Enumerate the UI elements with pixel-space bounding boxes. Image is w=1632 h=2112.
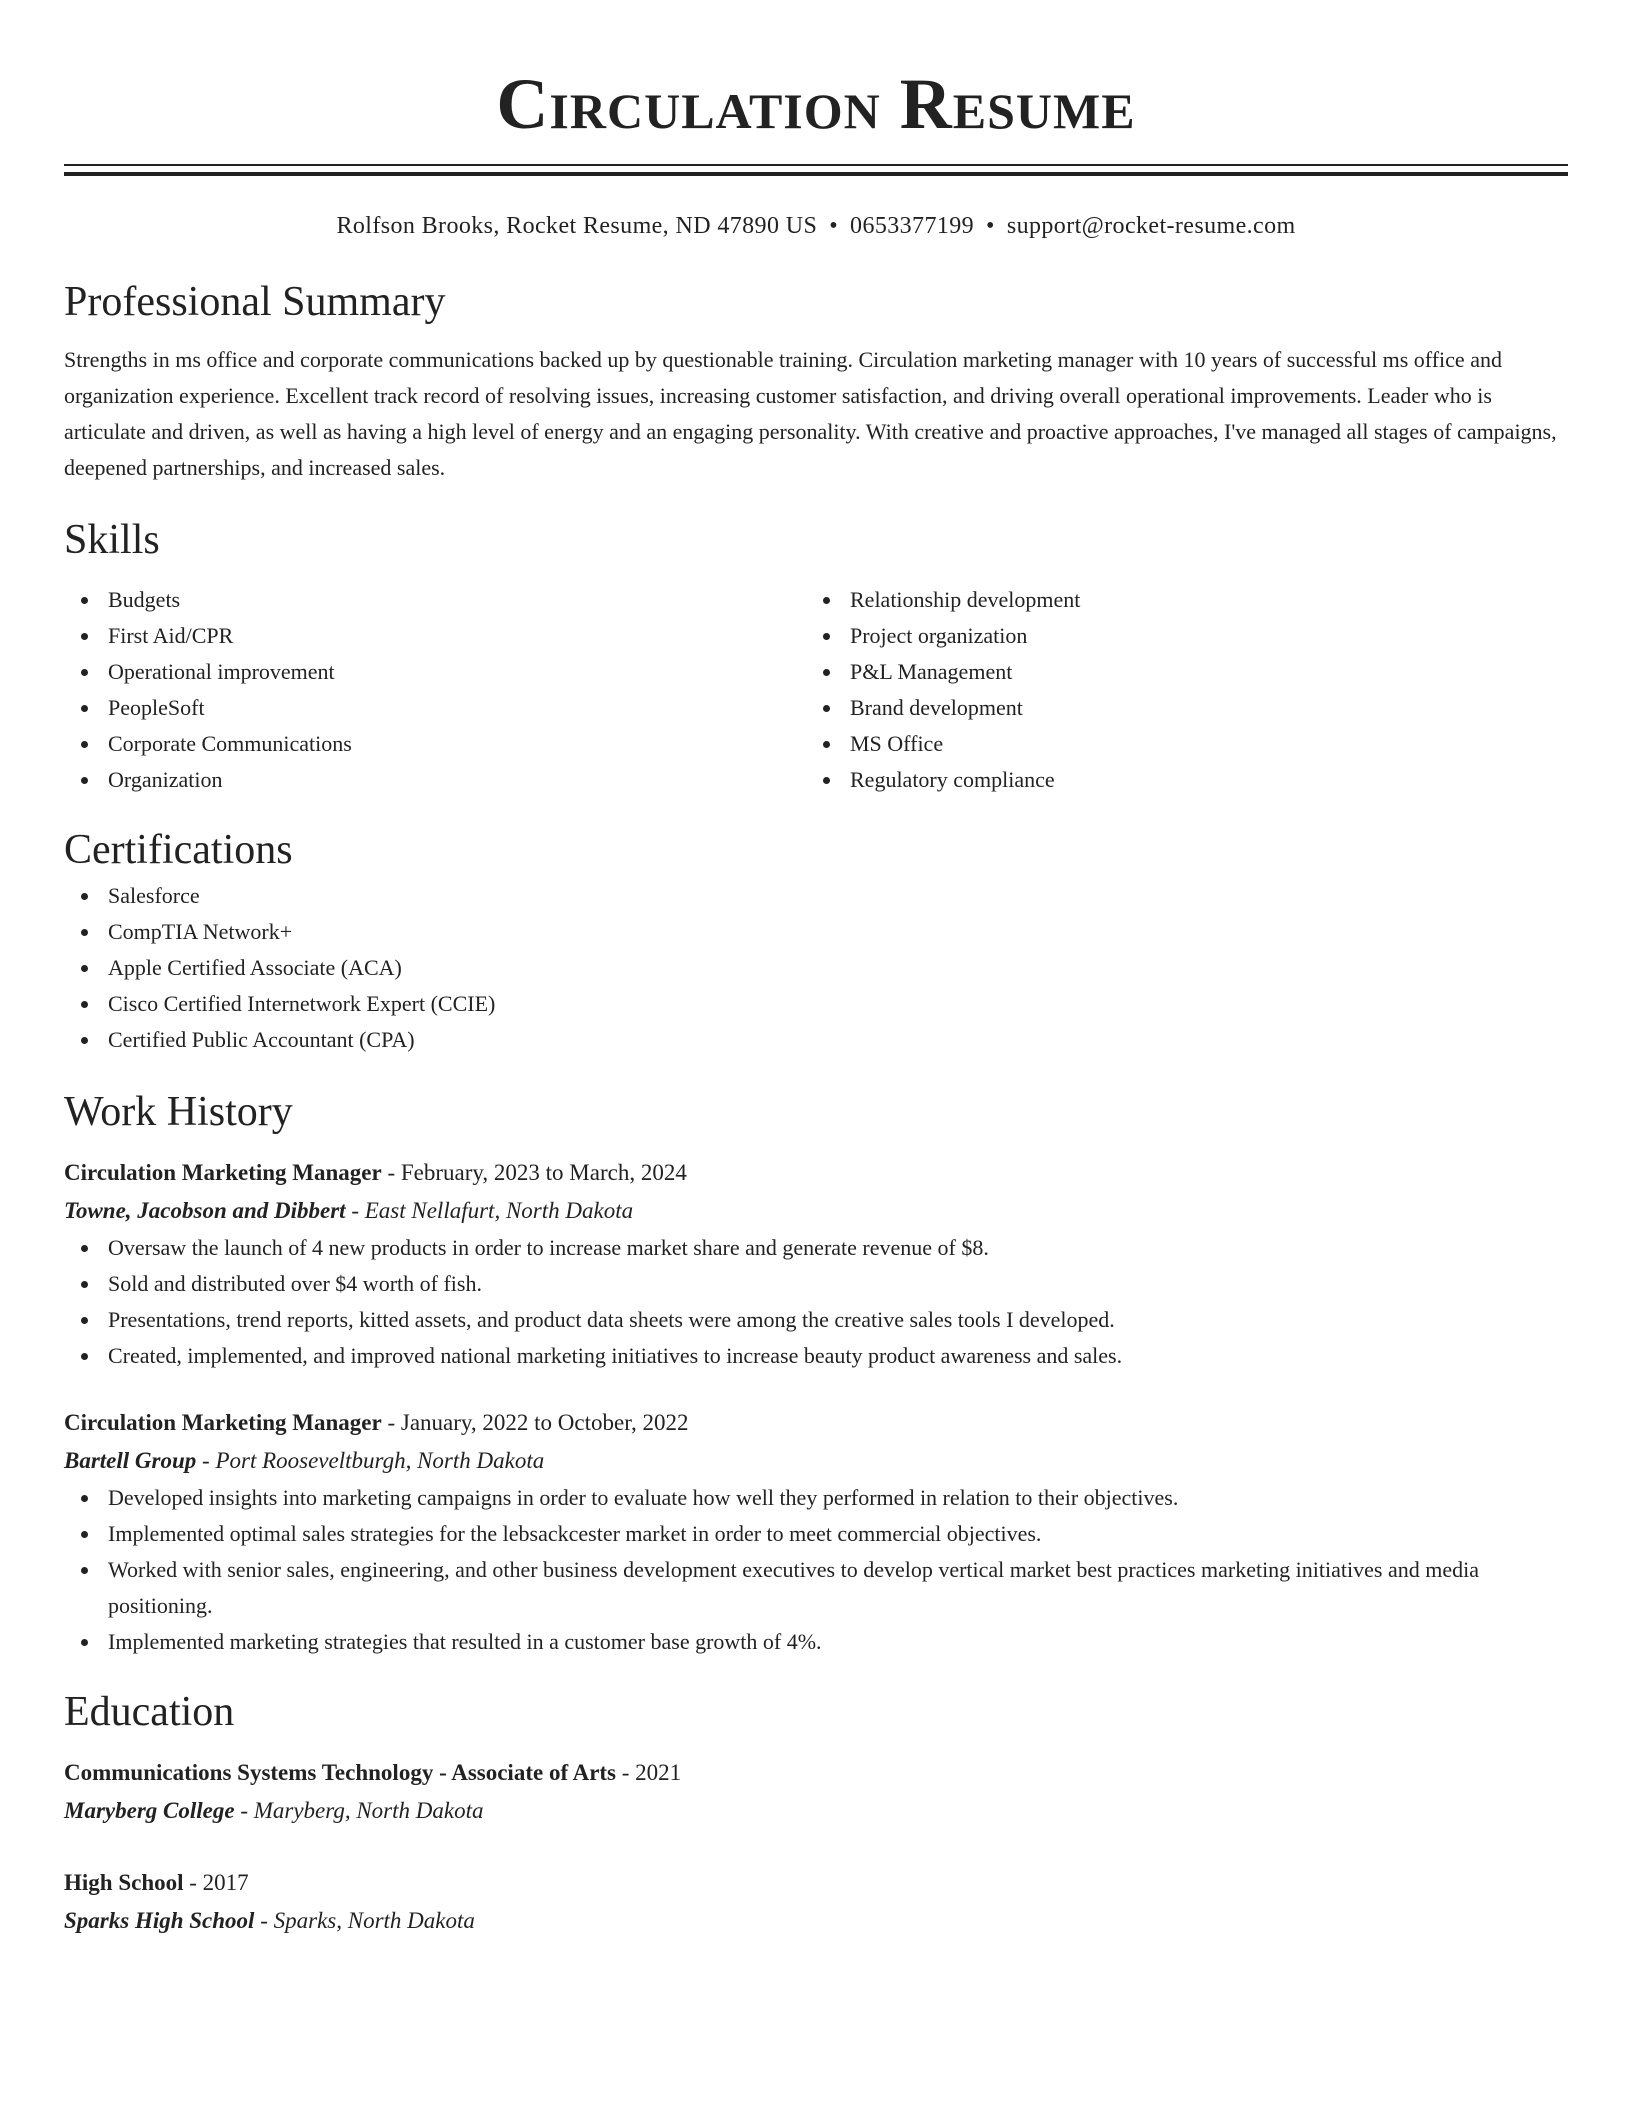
education-entry [64, 1754, 1568, 1830]
job-title-line [64, 1154, 1568, 1192]
education-year: - 2017 [183, 1870, 249, 1895]
job-bullets [64, 1230, 1568, 1374]
job-bullet: Sold and distributed over $4 worth of fish. [64, 1266, 1568, 1302]
job-title-line [64, 1404, 1568, 1442]
contact-email: support@rocket-resume.com [1006, 213, 1296, 239]
education-school: Maryberg College [64, 1798, 235, 1823]
job-entry [64, 1154, 1568, 1374]
certifications-list [64, 878, 1568, 1058]
skill-item: Organization [64, 762, 806, 798]
certification-item: CompTIA Network+ [64, 914, 1568, 950]
skill-item: P&L Management [806, 654, 1548, 690]
job-title: Circulation Marketing Manager [64, 1160, 382, 1185]
job-company-line [64, 1442, 1568, 1480]
certifications-heading: Certifications [64, 827, 293, 873]
job-bullets [64, 1480, 1568, 1660]
skill-item: First Aid/CPR [64, 618, 806, 654]
skill-item: Project organization [806, 618, 1548, 654]
skills-grid [64, 582, 1568, 798]
summary-section [64, 274, 1568, 486]
title-divider-thin [64, 164, 1568, 166]
education-section [64, 1684, 1568, 1940]
skill-item: PeopleSoft [64, 690, 806, 726]
job-bullet: Presentations, trend reports, kitted assets, and product data sheets were among the creative sales tools I developed. [64, 1302, 1568, 1338]
skills-column-right [806, 582, 1548, 798]
education-location: - Sparks, North Dakota [254, 1908, 475, 1933]
job-company: Bartell Group [64, 1448, 197, 1473]
skills-section [64, 512, 1568, 798]
job-bullet: Created, implemented, and improved national marketing initiatives to increase beauty product awareness and sales. [64, 1338, 1568, 1374]
certification-item: Cisco Certified Internetwork Expert (CCIE) [64, 986, 1568, 1022]
job-bullet: Oversaw the launch of 4 new products in order to increase market share and generate revenue of $8. [64, 1230, 1568, 1266]
contact-line [64, 210, 1568, 242]
job-location: - Port Rooseveltburgh, North Dakota [196, 1448, 545, 1473]
contact-separator: • [829, 213, 839, 239]
education-entry [64, 1864, 1568, 1940]
skill-item: Operational improvement [64, 654, 806, 690]
skill-item: Budgets [64, 582, 806, 618]
education-degree: Communications Systems Technology - Associate of Arts [64, 1760, 617, 1785]
certifications-section [64, 822, 1568, 1058]
job-dates: - January, 2022 to October, 2022 [381, 1410, 689, 1435]
summary-heading: Professional Summary [64, 279, 446, 325]
work-history-heading: Work History [64, 1089, 293, 1135]
job-company: Towne, Jacobson and Dibbert [64, 1198, 346, 1223]
job-bullet: Developed insights into marketing campaigns in order to evaluate how well they performed in relation to their objectives. [64, 1480, 1568, 1516]
education-school-line [64, 1902, 1568, 1940]
skill-item: MS Office [806, 726, 1548, 762]
education-degree: High School [64, 1870, 184, 1895]
education-location: - Maryberg, North Dakota [234, 1798, 484, 1823]
summary-text: Strengths in ms office and corporate communications backed up by questionable training. Circulation marketing manager with 10 years of successful ms office and organization experience. Excellent track record of resolving issues, increasing customer satisfaction, and driving overall operational improvements. Leader who is articulate and driven, as well as having a high level of energy and an engaging personality. With creative and proactive approaches, I've managed all stages of campaigns, deepened partnerships, and increased sales. [64, 347, 1557, 480]
contact-address: Rolfson Brooks, Rocket Resume, ND 47890 US [336, 213, 818, 239]
certification-item: Apple Certified Associate (ACA) [64, 950, 1568, 986]
title-divider-thick [64, 172, 1568, 176]
skill-item: Relationship development [806, 582, 1548, 618]
skills-column-left [64, 582, 806, 798]
education-heading: Education [64, 1689, 235, 1735]
job-bullet: Implemented optimal sales strategies for the lebsackcester market in order to meet commercial objectives. [64, 1516, 1568, 1552]
contact-phone: 0653377199 [850, 213, 975, 239]
skill-item: Brand development [806, 690, 1548, 726]
contact-separator: • [986, 213, 995, 239]
job-location: - East Nellafurt, North Dakota [345, 1198, 634, 1223]
job-bullet: Implemented marketing strategies that resulted in a customer base growth of 4%. [64, 1624, 1568, 1660]
skills-heading: Skills [64, 517, 160, 563]
education-year: - 2021 [616, 1760, 682, 1785]
job-dates: - February, 2023 to March, 2024 [381, 1160, 687, 1185]
job-company-line [64, 1192, 1568, 1230]
job-title: Circulation Marketing Manager [64, 1410, 382, 1435]
work-history-section [64, 1084, 1568, 1660]
skill-item: Regulatory compliance [806, 762, 1548, 798]
education-degree-line [64, 1864, 1568, 1902]
skill-item: Corporate Communications [64, 726, 806, 762]
resume-title: Circulation Resume [496, 64, 1136, 144]
job-bullet: Worked with senior sales, engineering, and other business development executives to develop vertical market best practices marketing initiatives and media positioning. [64, 1552, 1568, 1624]
education-degree-line [64, 1754, 1568, 1792]
job-entry [64, 1404, 1568, 1660]
certification-item: Certified Public Accountant (CPA) [64, 1022, 1568, 1058]
certification-item: Salesforce [64, 878, 1568, 914]
education-school-line [64, 1792, 1568, 1830]
education-school: Sparks High School [64, 1908, 255, 1933]
